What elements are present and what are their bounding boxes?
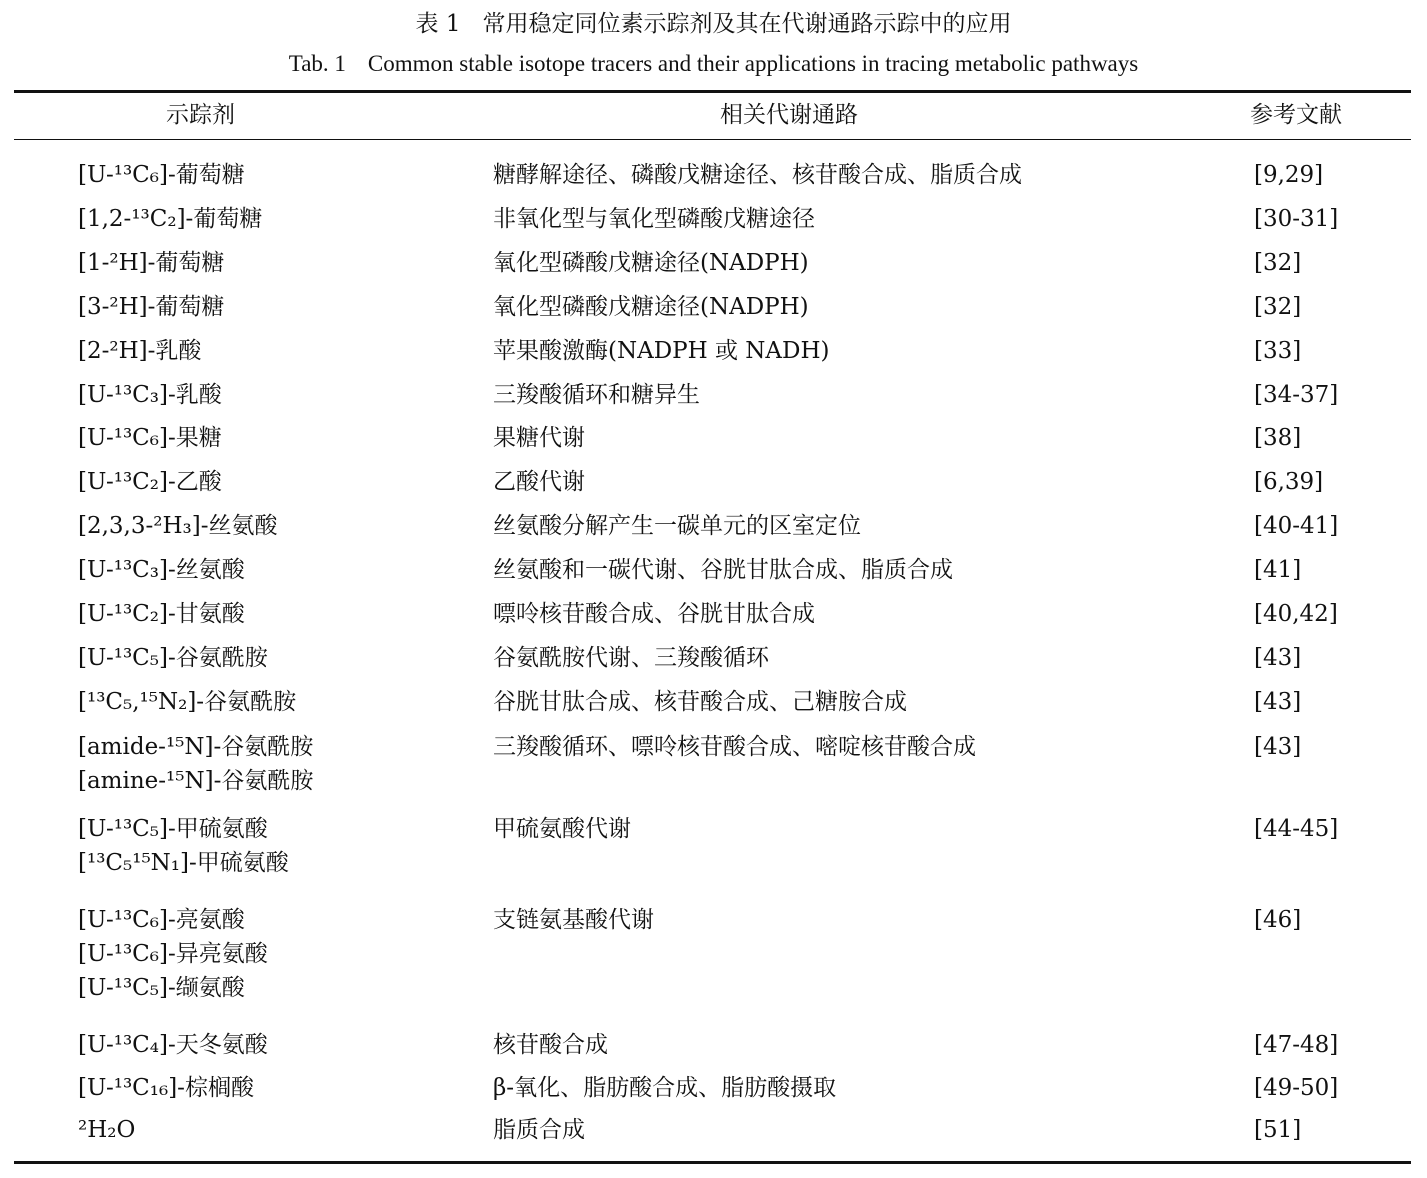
pathway-cell: 脂质合成: [493, 1117, 585, 1143]
tracer-cell: [78, 597, 245, 631]
pathway-cell: 非氧化型与氧化型磷酸戊糖途径: [493, 206, 815, 232]
tracer-name: [U-¹³C₆]-异亮氨酸: [78, 941, 268, 967]
refs-cell: [51]: [1254, 1117, 1302, 1143]
tracer-name: [U-¹³C₄]-天冬氨酸: [78, 1032, 268, 1058]
header-refs: 参考文献: [1250, 102, 1342, 128]
refs-cell: [43]: [1254, 645, 1302, 671]
tracer-name: [U-¹³C₁₆]-棕榈酸: [78, 1075, 254, 1101]
refs-cell: [9,29]: [1254, 162, 1324, 188]
refs-cell: [43]: [1254, 689, 1302, 715]
tracer-name: [U-¹³C₂]-甘氨酸: [78, 601, 245, 627]
refs-cell: [40,42]: [1254, 601, 1338, 627]
refs-cell: [34-37]: [1254, 382, 1339, 408]
tracer-name: [amine-¹⁵N]-谷氨酰胺: [78, 768, 314, 794]
tracer-cell: [78, 903, 268, 1005]
tracer-name: [2-²H]-乳酸: [78, 338, 202, 364]
refs-cell: [33]: [1254, 338, 1302, 364]
tracer-cell: [78, 378, 222, 412]
pathway-cell: 谷胱甘肽合成、核苷酸合成、己糖胺合成: [493, 689, 907, 715]
header-pathway: 相关代谢通路: [720, 102, 858, 128]
tracer-name: [¹³C₅,¹⁵N₂]-谷氨酰胺: [78, 689, 297, 715]
tracer-cell: [78, 334, 201, 368]
tracer-cell: [78, 1113, 135, 1147]
refs-cell: [41]: [1254, 557, 1302, 583]
tracer-cell: [78, 202, 262, 236]
tracer-name: [1,2-¹³C₂]-葡萄糖: [78, 206, 263, 232]
table-caption-en: [0, 48, 1427, 80]
tracer-cell: [78, 509, 278, 543]
tracer-name: [U-¹³C₆]-亮氨酸: [78, 907, 245, 933]
pathway-cell: 丝氨酸分解产生一碳单元的区室定位: [493, 513, 861, 539]
refs-cell: [38]: [1254, 425, 1302, 451]
tracer-name: [U-¹³C₅]-甲硫氨酸: [78, 816, 268, 842]
refs-cell: [46]: [1254, 907, 1302, 933]
tracer-cell: [78, 641, 268, 675]
table-top-rule: [14, 90, 1411, 93]
pathway-cell: 果糖代谢: [493, 425, 585, 451]
tracer-cell: [78, 290, 224, 324]
tracer-name: ²H₂O: [78, 1117, 136, 1143]
tracer-name: [U-¹³C₃]-丝氨酸: [78, 557, 245, 583]
tracer-name: [amide-¹⁵N]-谷氨酰胺: [78, 734, 314, 760]
table-bottom-rule: [14, 1161, 1411, 1164]
pathway-cell: 糖酵解途径、磷酸戊糖途径、核苷酸合成、脂质合成: [493, 162, 1022, 188]
refs-cell: [40-41]: [1254, 513, 1339, 539]
caption-en-label: Tab. 1: [288, 51, 346, 76]
pathway-cell: 嘌呤核苷酸合成、谷胱甘肽合成: [493, 601, 815, 627]
refs-cell: [32]: [1254, 250, 1302, 276]
tracer-name: [U-¹³C₆]-葡萄糖: [78, 162, 245, 188]
header-tracer: 示踪剂: [166, 102, 235, 128]
refs-cell: [6,39]: [1254, 469, 1324, 495]
pathway-cell: 乙酸代谢: [493, 469, 585, 495]
caption-cn-label: 表 1: [415, 11, 461, 37]
tracer-name: [3-²H]-葡萄糖: [78, 294, 225, 320]
tracer-cell: [78, 685, 296, 719]
pathway-cell: 支链氨基酸代谢: [493, 907, 654, 933]
caption-cn-title: 常用稳定同位素示踪剂及其在代谢通路示踪中的应用: [482, 11, 1012, 37]
tracer-cell: [78, 465, 222, 499]
tracer-name: [U-¹³C₅]-谷氨酰胺: [78, 645, 268, 671]
pathway-cell: 三羧酸循环和糖异生: [493, 382, 700, 408]
tracer-name: [2,3,3-²H₃]-丝氨酸: [78, 513, 278, 539]
pathway-cell: 氧化型磷酸戊糖途径(NADPH): [493, 250, 809, 276]
table-caption-cn: [0, 8, 1427, 40]
pathway-cell: 谷氨酰胺代谢、三羧酸循环: [493, 645, 769, 671]
refs-cell: [49-50]: [1254, 1075, 1339, 1101]
refs-cell: [30-31]: [1254, 206, 1339, 232]
caption-en-title: Common stable isotope tracers and their applications in tracing metabolic pathways: [367, 51, 1139, 76]
table-header-rule: [14, 139, 1411, 140]
pathway-cell: 丝氨酸和一碳代谢、谷胱甘肽合成、脂质合成: [493, 557, 953, 583]
tracer-name: [U-¹³C₆]-果糖: [78, 425, 222, 451]
tracer-cell: [78, 730, 313, 798]
pathway-cell: 氧化型磷酸戊糖途径(NADPH): [493, 294, 809, 320]
tracer-cell: [78, 421, 222, 455]
refs-cell: [47-48]: [1254, 1032, 1339, 1058]
tracer-cell: [78, 1028, 268, 1062]
pathway-cell: 苹果酸激酶(NADPH 或 NADH): [493, 338, 830, 364]
tracer-cell: [78, 812, 289, 880]
pathway-cell: 三羧酸循环、嘌呤核苷酸合成、嘧啶核苷酸合成: [493, 734, 976, 760]
tracer-name: [1-²H]-葡萄糖: [78, 250, 225, 276]
tracer-name: [U-¹³C₂]-乙酸: [78, 469, 222, 495]
tracer-cell: [78, 246, 224, 280]
refs-cell: [43]: [1254, 734, 1302, 760]
tracer-name: [U-¹³C₅]-缬氨酸: [78, 975, 245, 1001]
tracer-name: [¹³C₅¹⁵N₁]-甲硫氨酸: [78, 850, 289, 876]
refs-cell: [44-45]: [1254, 816, 1339, 842]
pathway-cell: 核苷酸合成: [493, 1032, 608, 1058]
pathway-cell: 甲硫氨酸代谢: [493, 816, 631, 842]
tracer-cell: [78, 1071, 254, 1105]
tracer-name: [U-¹³C₃]-乳酸: [78, 382, 222, 408]
refs-cell: [32]: [1254, 294, 1302, 320]
tracer-cell: [78, 553, 245, 587]
tracer-cell: [78, 158, 245, 192]
pathway-cell: β-氧化、脂肪酸合成、脂肪酸摄取: [493, 1075, 837, 1101]
